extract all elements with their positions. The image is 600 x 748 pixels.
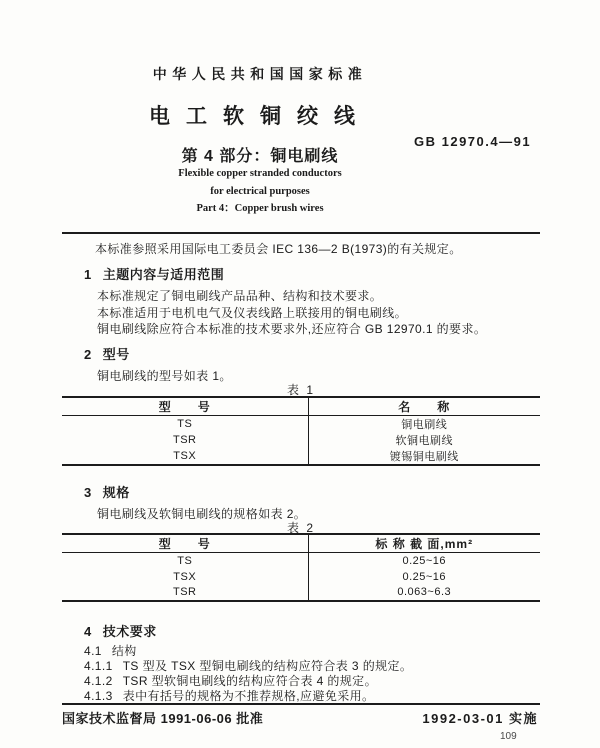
implementation-date: 1992-03-01 实施 (422, 711, 538, 726)
table-cell-model: TS (62, 553, 308, 569)
table-row (62, 569, 540, 585)
table-2-caption: 表 2 (286, 521, 315, 535)
section-1-title: 主题内容与适用范围 (102, 267, 225, 282)
clause-4-1-1 (84, 659, 412, 674)
page-number: 109 (500, 731, 517, 742)
english-title-line2: for electrical purposes (210, 185, 310, 197)
english-title (20, 165, 500, 218)
document-title: 电工软铜绞线 (149, 105, 371, 128)
clause-text: TS 型及 TSX 型铜电刷线的结构应符合表 3 的规定。 (122, 659, 413, 673)
table-1 (62, 396, 540, 466)
table-cell-name: 镀锡铜电刷线 (389, 451, 459, 463)
paragraph: 铜电刷线除应符合本标准的技术要求外,还应符合 GB 12970.1 的要求。 (97, 322, 487, 336)
document-subtitle: 第 4 部分：铜电刷线 (181, 148, 339, 165)
table-cell-model: TSR (62, 585, 308, 601)
section-3-heading (84, 482, 130, 501)
section-1-heading (84, 264, 224, 283)
table-cell-model: TS (62, 416, 308, 433)
table-2 (62, 533, 540, 602)
table-cell-name: 软铜电刷线 (395, 435, 453, 447)
table-cell-model: TSR (62, 432, 308, 448)
table-row (62, 585, 540, 601)
table-cell-cross-section: 0.063~6.3 (397, 586, 452, 598)
table-cell-cross-section: 0.25~16 (402, 570, 447, 583)
clause-number: 4.1.2 (84, 674, 113, 688)
table-row (62, 416, 540, 433)
section-2-heading (84, 344, 130, 363)
approval-info: 国家技术监督局 1991-06-06 批准 (62, 711, 264, 726)
paragraph: 铜电刷线及软铜电刷线的规格如表 2。 (97, 507, 307, 521)
clause-text: 结构 (111, 644, 137, 658)
clause-4-1 (84, 644, 412, 659)
table-row (62, 553, 540, 569)
table-row (62, 448, 540, 465)
table-1-caption: 表 1 (286, 383, 315, 397)
clause-4-1-2 (84, 674, 412, 689)
clause-text: TSR 型软铜电刷线的结构应符合表 4 的规定。 (122, 674, 377, 688)
section-2-number: 2 (84, 347, 92, 362)
section-4-number: 4 (84, 624, 92, 639)
english-title-line3: Part 4：Copper brush wires (196, 203, 324, 214)
table-cell-model: TSX (62, 448, 308, 465)
paragraph: 铜电刷线的型号如表 1。 (97, 369, 232, 383)
clause-4-1-3 (84, 689, 412, 704)
section-4-title: 技术要求 (102, 624, 157, 639)
section-2-title: 型号 (102, 347, 130, 362)
table-row (62, 432, 540, 448)
paragraph: 本标准适用于电机电气及仪表线路上联接用的铜电刷线。 (97, 305, 408, 320)
table-cell-cross-section: 0.25~16 (402, 554, 447, 567)
table-2-column-cross-section: 标 称 截 面,mm² (308, 534, 540, 553)
section-4-heading (84, 621, 157, 640)
intro-paragraph: 本标准参照采用国际电工委员会 IEC 136—2 B(1973)的有关规定。 (95, 242, 462, 256)
table-1-column-name: 名 称 (308, 397, 540, 416)
section-3-number: 3 (84, 485, 92, 500)
paragraph: 本标准规定了铜电刷线产品品种、结构和技术要求。 (97, 289, 383, 303)
table-cell-name: 铜电刷线 (401, 419, 448, 431)
table-cell-model: TSX (62, 569, 308, 585)
section-1-number: 1 (84, 267, 92, 282)
footer-divider (62, 703, 540, 705)
standard-number: GB 12970.4—91 (414, 134, 532, 149)
section-1-body (97, 288, 486, 338)
section-3-title: 规格 (102, 485, 130, 500)
clause-text: 表中有括号的规格为不推荐规格,应避免采用。 (122, 689, 375, 703)
table-header-row (62, 397, 540, 416)
clause-number: 4.1.1 (84, 659, 113, 673)
table-1-column-model: 型 号 (62, 397, 308, 416)
header-divider (62, 232, 540, 234)
table-header-row (62, 534, 540, 553)
standard-label: 中华人民共和国国家标准 (152, 66, 368, 82)
english-title-line1: Flexible copper stranded conductors (178, 168, 342, 179)
clause-number: 4.1 (84, 644, 102, 658)
clause-number: 4.1.3 (84, 689, 113, 703)
section-4-body (84, 644, 412, 704)
table-2-column-model: 型 号 (62, 534, 308, 553)
